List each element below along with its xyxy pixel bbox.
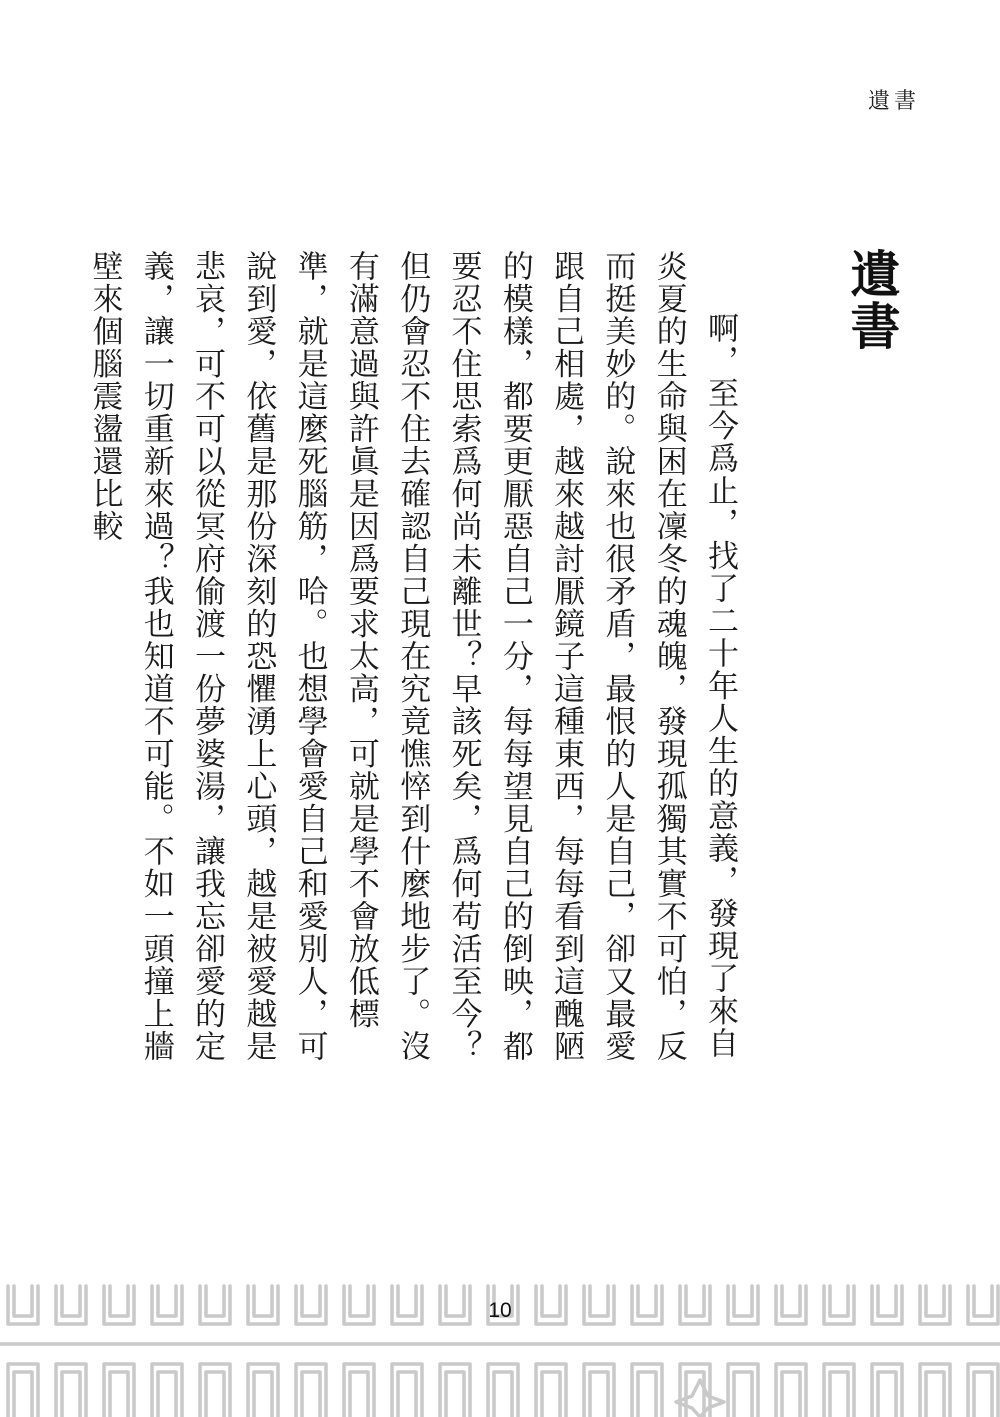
ornament-star [676,1380,724,1417]
ornament-frame-inner [254,1372,272,1417]
running-header-title: 遺書 [868,89,921,114]
ornament-frame-inner [350,1372,368,1417]
ornament-frame-inner [302,1372,320,1417]
ornament-frame-inner [110,1372,128,1417]
ornament-frame-inner [398,1372,416,1417]
ornament-frame-inner [14,1372,32,1417]
ornament-frame-inner [206,1372,224,1417]
ornament-frame-inner [62,1372,80,1417]
ornament-frame-inner [734,1372,752,1417]
ornament-frame-inner [830,1372,848,1417]
ornament-frame-inner [926,1372,944,1417]
ornament-frame-inner [542,1372,560,1417]
ornament-frame-inner [782,1372,800,1417]
ornament-frame-inner [158,1372,176,1417]
ornament-frame-inner [446,1372,464,1417]
ornament-frame-inner [638,1372,656,1417]
ornament-frame-inner [590,1372,608,1417]
footer-ornament [0,1272,1000,1417]
body-paragraph: 啊，至今爲止，找了二十年人生的意義，發現了來自炎夏的生命與困在凜冬的魂魄，發現孤獨其實不可怕，反而挺美妙的。說來也很矛盾，最恨的人是自己，卻又最愛跟自己相處，越來越討厭鏡子這種東西，每每看到這醜陋的模樣，都要更厭惡自己一分，每每望見自己的倒映，都要忍不住思索爲何尚未離世？早該死矣，爲何苟活至今？但仍會忍不住去確認自己現在究竟憔悴到什麼地步了。沒有滿意過與許眞是因爲要求太高，可就是學不會放低標準，就是這麼死腦筋，哈。也想學會愛自己和愛別人，可說到愛，依舊是那份深刻的恐懼湧上心頭，越是被愛越是悲哀，可不可以從冥府偷渡一份夢婆湯，讓我忘卻愛的定義，讓一切重新來過？我也知道不可能。不如一頭撞上牆壁來個腦震盪還比較 [86,250,738,1063]
ornament-frame-inner [878,1372,896,1417]
article-title: 遺書 [842,248,901,352]
ornament-frame-inner [974,1372,992,1417]
article-body [78,250,745,1080]
page-number: 10 [488,1299,512,1322]
ornament-frame-inner [494,1372,512,1417]
